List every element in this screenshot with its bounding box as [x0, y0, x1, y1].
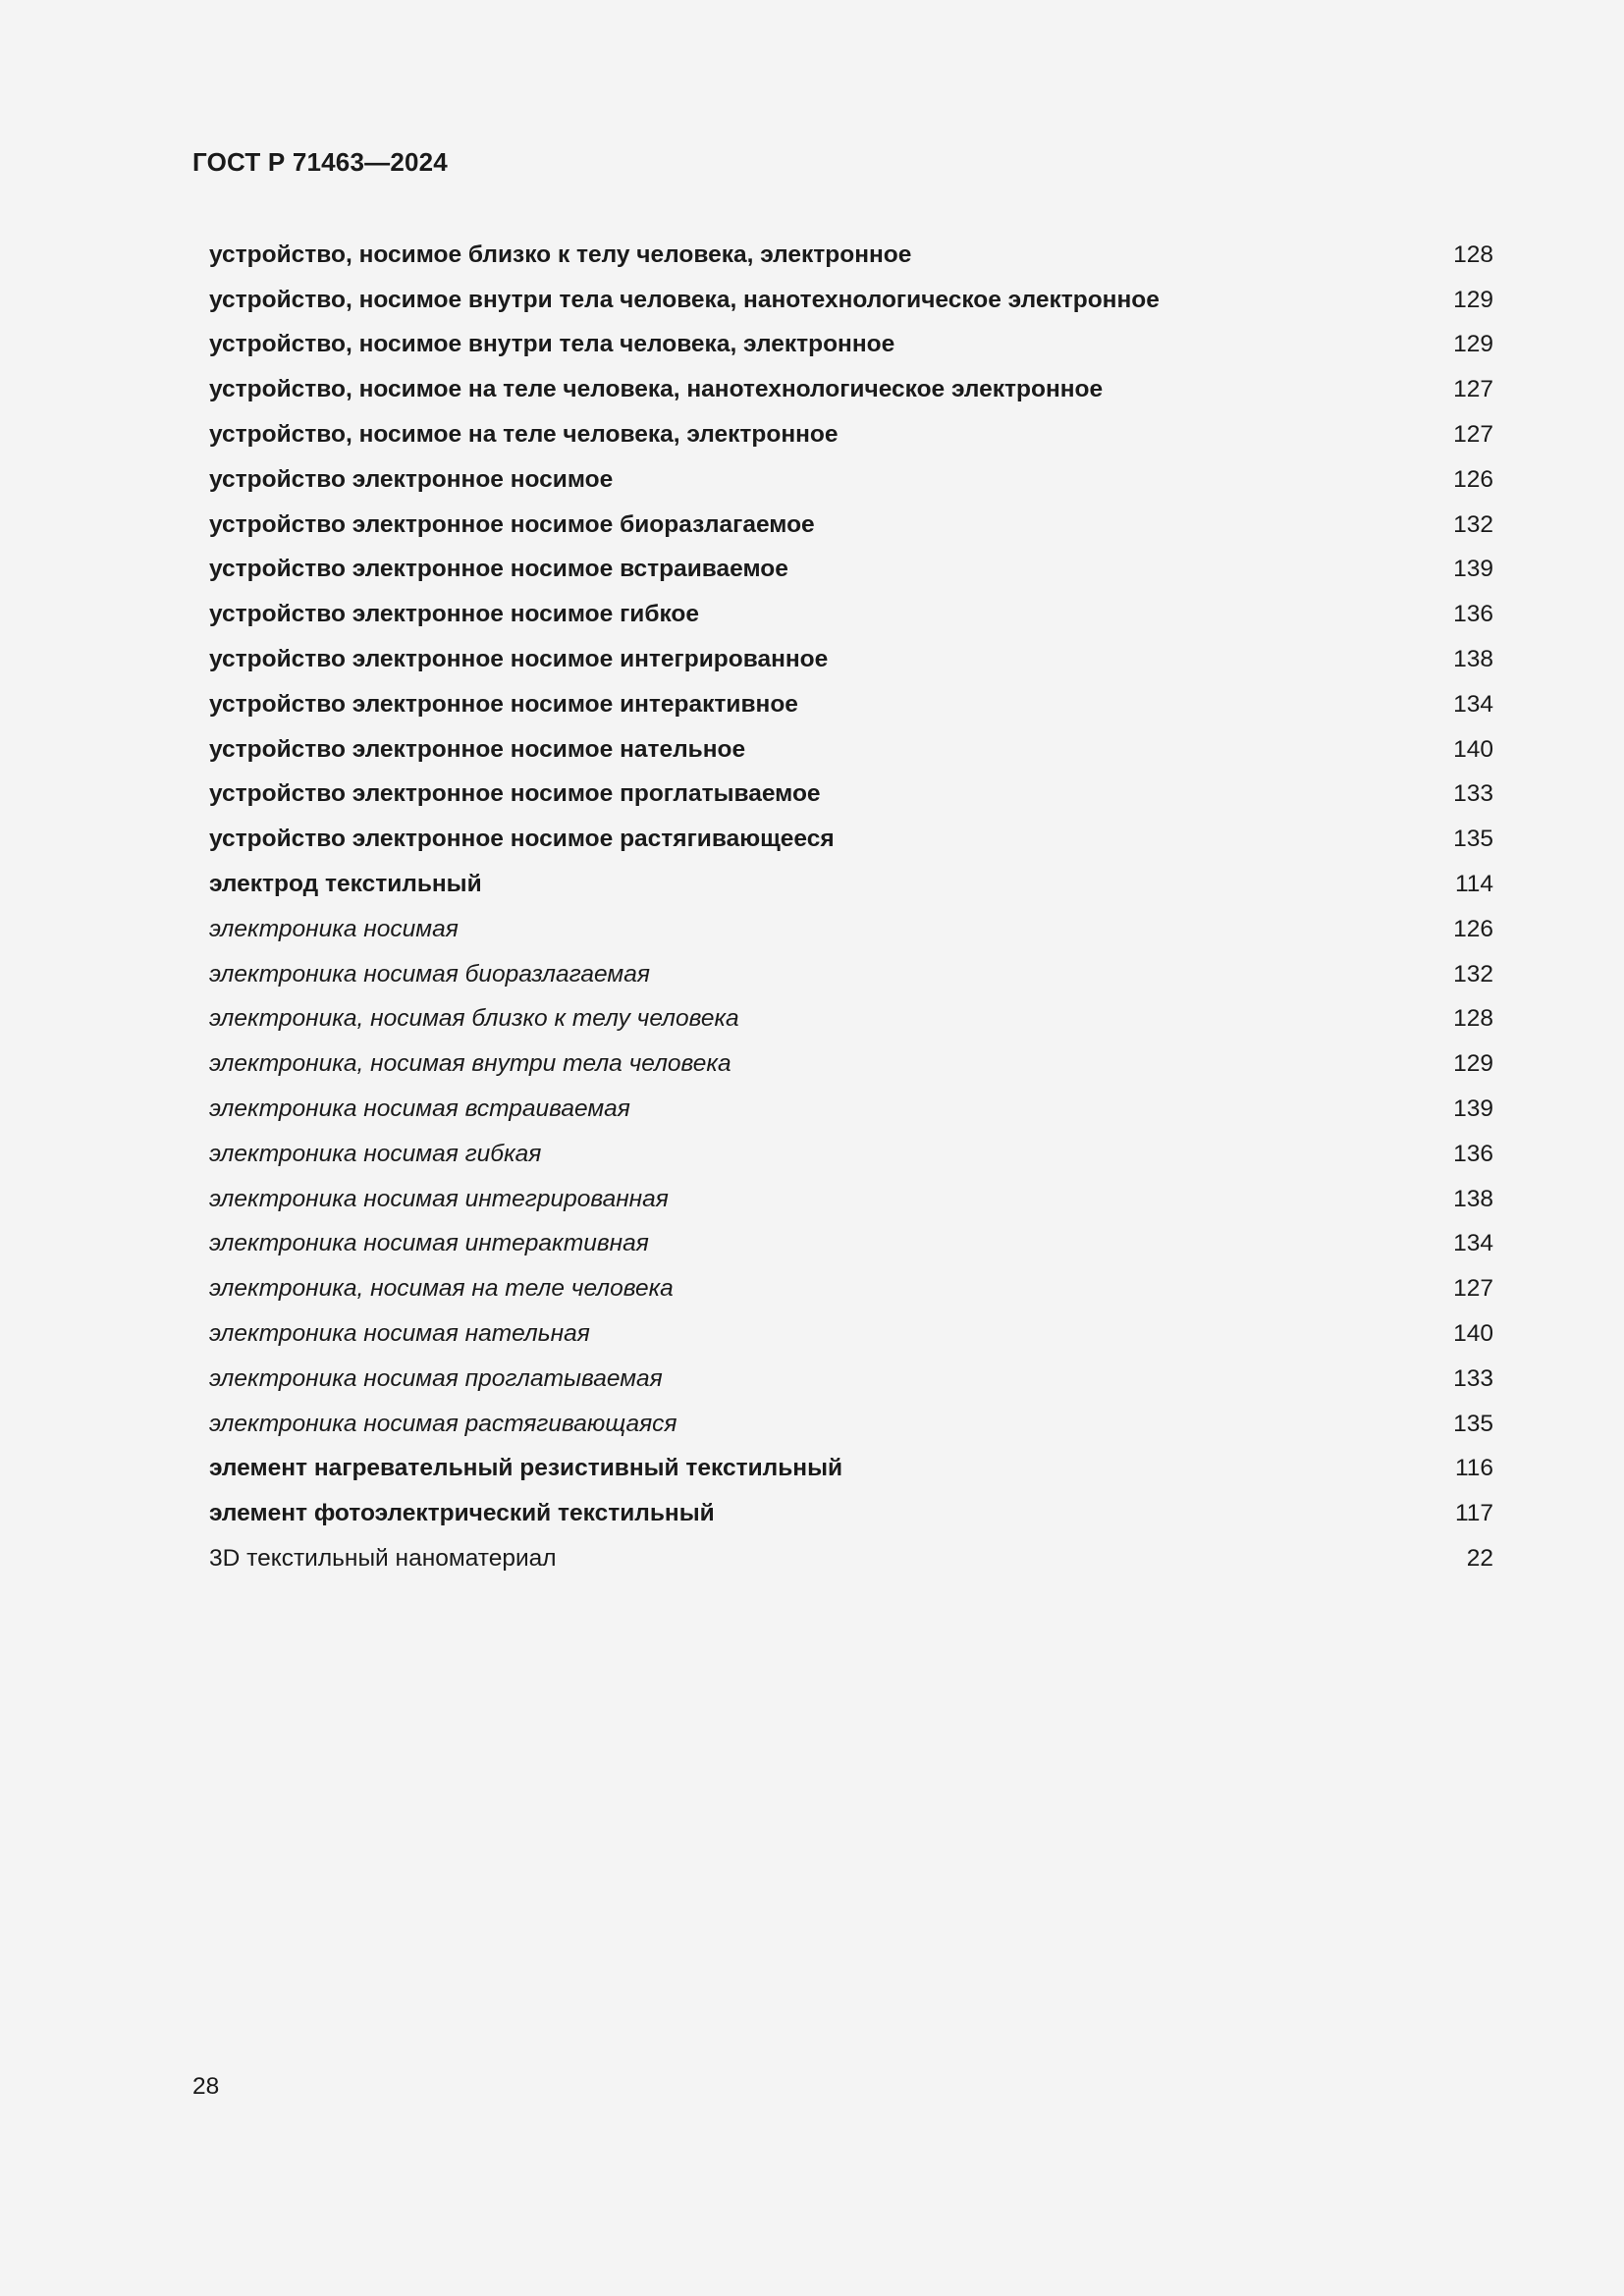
- index-entry: [209, 637, 1493, 682]
- index-entry: [209, 817, 1493, 862]
- index-entry: [209, 548, 1493, 593]
- index-entry: [209, 1447, 1493, 1492]
- index-page-ref: 132: [1453, 960, 1493, 988]
- index-term: устройство, носимое внутри тела человека, нанотехнологическое электронное: [209, 286, 1160, 313]
- index-page-ref: 133: [1453, 1364, 1493, 1392]
- index-page-ref: 132: [1453, 510, 1493, 538]
- index-term: устройство электронное носимое нательное: [209, 735, 746, 763]
- index-page-ref: 126: [1453, 915, 1493, 942]
- index-entry: [209, 1177, 1493, 1222]
- index-entry: [209, 997, 1493, 1042]
- index-entry: [209, 1132, 1493, 1177]
- index-entry: [209, 862, 1493, 907]
- document-header: ГОСТ Р 71463—2024: [192, 147, 448, 177]
- index-term: устройство, носимое внутри тела человека, электронное: [209, 331, 895, 358]
- index-entry: [209, 1357, 1493, 1402]
- index-term: устройство электронное носимое гибкое: [209, 601, 699, 628]
- index-term: электроника носимая встраиваемая: [209, 1095, 630, 1123]
- index-term: электроника носимая интерактивная: [209, 1230, 649, 1257]
- index-page-ref: 116: [1454, 1455, 1493, 1482]
- index-page-ref: 129: [1453, 286, 1493, 313]
- index-entry: [209, 592, 1493, 637]
- index-page-ref: 135: [1453, 1410, 1493, 1437]
- index-page-ref: 117: [1454, 1500, 1493, 1527]
- index-page-ref: 140: [1453, 735, 1493, 763]
- index-page-ref: 127: [1453, 1275, 1493, 1303]
- index-entry: [209, 1266, 1493, 1311]
- index-entry: [209, 233, 1493, 278]
- index-entry: [209, 682, 1493, 727]
- index-page-ref: 136: [1453, 601, 1493, 628]
- index-entry: [209, 952, 1493, 997]
- index-term: устройство, носимое близко к телу человека, электронное: [209, 240, 912, 268]
- index-term: электроника носимая растягивающаяся: [209, 1410, 677, 1437]
- index-term: элемент фотоэлектрический текстильный: [209, 1500, 715, 1527]
- index-entry: [209, 457, 1493, 503]
- index-page-ref: 139: [1453, 1095, 1493, 1123]
- index-entry: [209, 1222, 1493, 1267]
- index-page-ref: 134: [1453, 1230, 1493, 1257]
- index-term: электрод текстильный: [209, 871, 482, 898]
- index-entry: [209, 907, 1493, 952]
- index-term: устройство электронное носимое встраиваемое: [209, 556, 788, 583]
- index-term: устройство электронное носимое проглатываемое: [209, 780, 821, 808]
- index-page-ref: 129: [1453, 1050, 1493, 1078]
- index-page-ref: 128: [1453, 1005, 1493, 1033]
- index-entry: [209, 1041, 1493, 1087]
- index-page-ref: 138: [1453, 646, 1493, 673]
- alphabetical-index: [209, 233, 1493, 1581]
- index-term: элемент нагревательный резистивный текстильный: [209, 1455, 843, 1482]
- index-page-ref: 134: [1453, 690, 1493, 718]
- index-page-ref: 126: [1453, 465, 1493, 493]
- index-term: электроника носимая гибкая: [209, 1140, 542, 1167]
- index-term: устройство, носимое на теле человека, нанотехнологическое электронное: [209, 376, 1104, 403]
- index-term: устройство, носимое на теле человека, электронное: [209, 421, 839, 449]
- index-page-ref: 129: [1453, 331, 1493, 358]
- index-term: электроника, носимая близко к телу человека: [209, 1005, 739, 1033]
- index-entry: [209, 367, 1493, 412]
- index-page-ref: 138: [1453, 1185, 1493, 1212]
- index-entry: [209, 1087, 1493, 1132]
- index-page-ref: 136: [1453, 1140, 1493, 1167]
- index-term: электроника носимая нательная: [209, 1320, 590, 1348]
- index-page-ref: 139: [1453, 556, 1493, 583]
- index-entry: [209, 727, 1493, 773]
- index-entry: [209, 1311, 1493, 1357]
- index-entry: [209, 1536, 1493, 1581]
- index-term: электроника, носимая на теле человека: [209, 1275, 674, 1303]
- index-page-ref: 22: [1466, 1545, 1493, 1572]
- index-term: электроника носимая биоразлагаемая: [209, 960, 650, 988]
- index-page-ref: 135: [1453, 826, 1493, 853]
- index-term: устройство электронное носимое растягивающееся: [209, 826, 835, 853]
- index-term: устройство электронное носимое интерактивное: [209, 690, 798, 718]
- index-term: электроника носимая: [209, 915, 459, 942]
- index-entry: [209, 412, 1493, 457]
- index-term: устройство электронное носимое: [209, 465, 614, 493]
- index-entry: [209, 1491, 1493, 1536]
- index-entry: [209, 503, 1493, 548]
- index-term: электроника носимая проглатываемая: [209, 1364, 663, 1392]
- page-number: 28: [192, 2073, 220, 2100]
- index-entry: [209, 773, 1493, 818]
- index-entry: [209, 1402, 1493, 1447]
- index-page-ref: 140: [1453, 1320, 1493, 1348]
- index-term: устройство электронное носимое биоразлагаемое: [209, 510, 815, 538]
- index-page-ref: 114: [1454, 871, 1493, 898]
- index-term: электроника, носимая внутри тела человека: [209, 1050, 731, 1078]
- index-term: электроника носимая интегрированная: [209, 1185, 669, 1212]
- index-page-ref: 127: [1453, 376, 1493, 403]
- index-page-ref: 128: [1453, 240, 1493, 268]
- index-entry: [209, 323, 1493, 368]
- index-page-ref: 127: [1453, 421, 1493, 449]
- index-entry: [209, 278, 1493, 323]
- index-page-ref: 133: [1453, 780, 1493, 808]
- index-term: устройство электронное носимое интегрированное: [209, 646, 829, 673]
- index-term: 3D текстильный наноматериал: [209, 1545, 557, 1572]
